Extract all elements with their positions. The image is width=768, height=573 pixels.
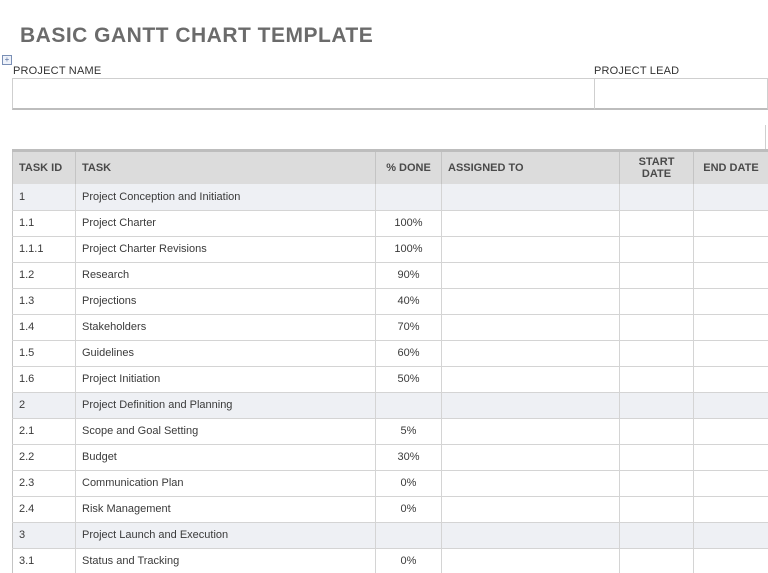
cell-pct-done[interactable] [376,184,442,210]
table-header-row [13,151,768,184]
cell-task[interactable]: Budget [76,444,376,470]
cell-start-date[interactable] [620,236,694,262]
table-row [13,236,768,262]
cell-assigned-to[interactable] [442,288,620,314]
cell-end-date[interactable] [694,418,768,444]
cell-start-date[interactable] [620,522,694,548]
cell-task-id[interactable]: 2.4 [13,496,76,522]
table-row-phase [13,184,768,210]
cell-end-date[interactable] [694,184,768,210]
cell-pct-done[interactable]: 40% [376,288,442,314]
cell-assigned-to[interactable] [442,496,620,522]
cell-task-id[interactable]: 1.3 [13,288,76,314]
cell-task[interactable]: Guidelines [76,340,376,366]
cell-task[interactable]: Project Definition and Planning [76,392,376,418]
cell-start-date[interactable] [620,366,694,392]
cell-start-date[interactable] [620,548,694,573]
cell-assigned-to[interactable] [442,444,620,470]
cell-end-date[interactable] [694,548,768,573]
column-header-pct-done: % DONE [376,151,442,184]
column-header-start-date: START DATE [620,151,694,184]
gantt-table [12,150,768,573]
cell-task[interactable]: Project Initiation [76,366,376,392]
cell-assigned-to[interactable] [442,548,620,573]
cell-assigned-to[interactable] [442,392,620,418]
cell-task[interactable]: Project Launch and Execution [76,522,376,548]
column-header-task-id: TASK ID [13,151,76,184]
cell-assigned-to[interactable] [442,522,620,548]
cell-start-date[interactable] [620,444,694,470]
project-name-label: PROJECT NAME [13,65,102,77]
cell-pct-done[interactable]: 100% [376,236,442,262]
table-row [13,314,768,340]
column-header-end-date: END DATE [694,151,768,184]
table-anchor-icon[interactable]: + [2,55,12,65]
cell-end-date[interactable] [694,236,768,262]
table-row-phase [13,392,768,418]
cell-task-id[interactable]: 1 [13,184,76,210]
cell-task[interactable]: Status and Tracking [76,548,376,573]
cell-task-id[interactable]: 1.4 [13,314,76,340]
cell-start-date[interactable] [620,314,694,340]
cell-task-id[interactable]: 2.2 [13,444,76,470]
cell-end-date[interactable] [694,522,768,548]
cell-assigned-to[interactable] [442,340,620,366]
cell-pct-done[interactable]: 90% [376,262,442,288]
table-row [13,262,768,288]
page-title: BASIC GANTT CHART TEMPLATE [20,24,374,47]
table-row [13,418,768,444]
table-row [13,548,768,573]
cell-task-id[interactable]: 3 [13,522,76,548]
cell-start-date[interactable] [620,210,694,236]
table-row [13,366,768,392]
project-lead-field[interactable] [594,78,768,110]
table-row [13,288,768,314]
cell-pct-done[interactable]: 0% [376,548,442,573]
cell-start-date[interactable] [620,288,694,314]
table-row [13,444,768,470]
cell-task[interactable]: Projections [76,288,376,314]
cell-task[interactable]: Communication Plan [76,470,376,496]
cell-pct-done[interactable] [376,392,442,418]
cell-task-id[interactable]: 3.1 [13,548,76,573]
cell-task[interactable]: Risk Management [76,496,376,522]
cell-task[interactable]: Project Charter [76,210,376,236]
cell-pct-done[interactable]: 0% [376,470,442,496]
cell-end-date[interactable] [694,210,768,236]
cell-end-date[interactable] [694,262,768,288]
cell-pct-done[interactable]: 5% [376,418,442,444]
cell-end-date[interactable] [694,470,768,496]
cell-end-date[interactable] [694,444,768,470]
table-row-phase [13,522,768,548]
cell-end-date[interactable] [694,288,768,314]
cell-task[interactable]: Research [76,262,376,288]
cell-pct-done[interactable]: 100% [376,210,442,236]
cell-pct-done[interactable]: 60% [376,340,442,366]
cell-end-date[interactable] [694,392,768,418]
column-header-assigned-to: ASSIGNED TO [442,151,620,184]
cell-end-date[interactable] [694,496,768,522]
cell-assigned-to[interactable] [442,418,620,444]
column-header-task: TASK [76,151,376,184]
cell-start-date[interactable] [620,418,694,444]
cell-start-date[interactable] [620,262,694,288]
cell-assigned-to[interactable] [442,314,620,340]
cell-task-id[interactable]: 1.6 [13,366,76,392]
cell-start-date[interactable] [620,470,694,496]
cell-end-date[interactable] [694,314,768,340]
cell-task-id[interactable]: 2.3 [13,470,76,496]
cell-start-date[interactable] [620,340,694,366]
divider [765,125,766,149]
cell-pct-done[interactable]: 50% [376,366,442,392]
cell-end-date[interactable] [694,366,768,392]
cell-assigned-to[interactable] [442,366,620,392]
cell-task[interactable]: Stakeholders [76,314,376,340]
cell-assigned-to[interactable] [442,184,620,210]
cell-task-id[interactable]: 2.1 [13,418,76,444]
cell-task-id[interactable]: 1.1 [13,210,76,236]
table-row [13,496,768,522]
cell-start-date[interactable] [620,496,694,522]
cell-assigned-to[interactable] [442,236,620,262]
cell-pct-done[interactable] [376,522,442,548]
table-row [13,470,768,496]
cell-start-date[interactable] [620,184,694,210]
table-row [13,340,768,366]
cell-task-id[interactable]: 1.1.1 [13,236,76,262]
cell-assigned-to[interactable] [442,210,620,236]
cell-task[interactable]: Scope and Goal Setting [76,418,376,444]
cell-pct-done[interactable]: 70% [376,314,442,340]
cell-task-id[interactable]: 1.2 [13,262,76,288]
cell-end-date[interactable] [694,340,768,366]
cell-start-date[interactable] [620,392,694,418]
cell-assigned-to[interactable] [442,470,620,496]
cell-pct-done[interactable]: 0% [376,496,442,522]
cell-task-id[interactable]: 2 [13,392,76,418]
project-lead-label: PROJECT LEAD [594,65,680,77]
cell-assigned-to[interactable] [442,262,620,288]
cell-task-id[interactable]: 1.5 [13,340,76,366]
cell-pct-done[interactable]: 30% [376,444,442,470]
cell-task[interactable]: Project Charter Revisions [76,236,376,262]
cell-task[interactable]: Project Conception and Initiation [76,184,376,210]
table-row [13,210,768,236]
project-name-field[interactable] [12,78,595,110]
